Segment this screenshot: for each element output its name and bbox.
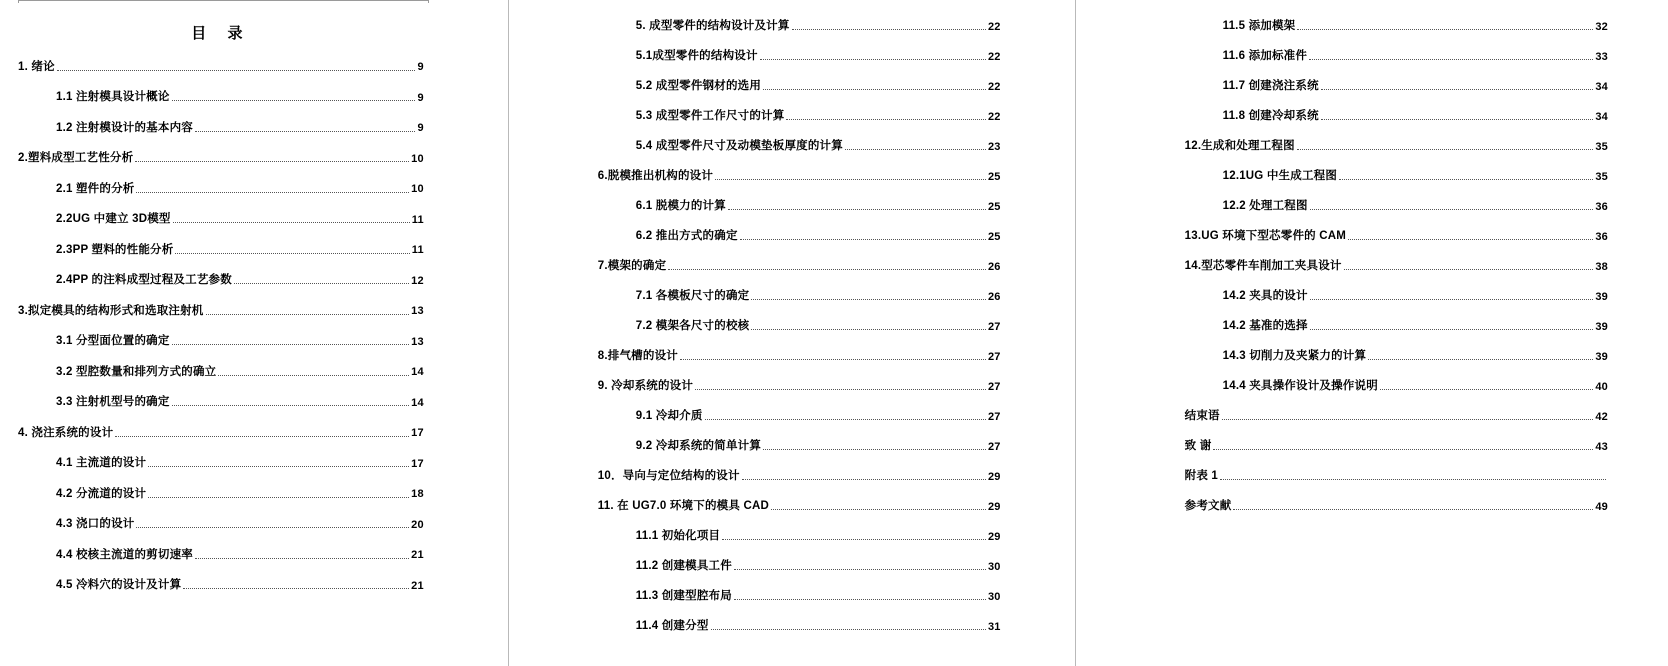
toc-entry[interactable] xyxy=(1185,303,1608,333)
toc-entry-page-number: 31 xyxy=(987,620,1001,633)
toc-entry[interactable] xyxy=(1185,393,1608,423)
toc-entry[interactable] xyxy=(1185,363,1608,393)
page-frame-top xyxy=(18,0,429,3)
toc-leader-dots xyxy=(734,560,986,570)
toc-entry-label: 12.1UG 中生成工程图 xyxy=(1222,170,1338,183)
toc-entry[interactable] xyxy=(598,273,1001,303)
toc-entry[interactable] xyxy=(18,104,424,135)
toc-entry-page-number: 38 xyxy=(1595,260,1608,273)
toc-entry-label: 9.1 冷却介质 xyxy=(635,410,703,423)
toc-entry-page-number: 35 xyxy=(1595,140,1608,153)
page-edge-middle xyxy=(508,0,509,666)
toc-entry-page-number: 27 xyxy=(987,320,1001,333)
toc-entry[interactable] xyxy=(598,513,1001,543)
toc-entry-page-number: 30 xyxy=(987,560,1001,573)
toc-entry-label: 11.1 初始化项目 xyxy=(635,530,721,543)
toc-entry[interactable] xyxy=(18,562,424,593)
toc-entry-page-number: 20 xyxy=(411,518,424,531)
toc-entry-label: 7.2 模架各尺寸的校核 xyxy=(635,320,750,333)
toc-entry-label: 11.8 创建冷却系统 xyxy=(1222,110,1319,123)
toc-entry-label: 12.2 处理工程图 xyxy=(1222,200,1308,213)
toc-entry-page-number: 35 xyxy=(1595,170,1608,183)
page-middle xyxy=(508,0,1061,666)
toc-entry-page-number: 25 xyxy=(987,200,1001,213)
toc-entry-page-number: 22 xyxy=(987,50,1001,63)
toc-entry-label: 2.4PP 的注料成型过程及工艺参数 xyxy=(56,274,232,287)
toc-entry[interactable] xyxy=(1185,273,1608,303)
toc-entry-page-number: 26 xyxy=(987,260,1001,273)
toc-entry-page-number: 9 xyxy=(417,61,424,74)
toc-entry[interactable] xyxy=(598,153,1001,183)
toc-leader-dots xyxy=(1310,290,1594,300)
toc-entry[interactable] xyxy=(18,43,424,74)
toc-entry-label: 11.5 添加模架 xyxy=(1222,20,1296,33)
toc-entry[interactable] xyxy=(18,318,424,349)
toc-entry-page-number: 10 xyxy=(411,152,424,165)
toc-entry-page-number: 21 xyxy=(411,579,424,592)
toc-entry-page-number: 11 xyxy=(411,213,424,226)
toc-entry-page-number: 39 xyxy=(1595,290,1608,303)
toc-entry[interactable] xyxy=(18,257,424,288)
toc-entry[interactable] xyxy=(1185,213,1608,243)
toc-entry-label: 3.3 注射机型号的确定 xyxy=(56,396,170,409)
toc-entry-label: 4.2 分流道的设计 xyxy=(56,487,147,500)
toc-entry-page-number: 14 xyxy=(411,366,424,379)
toc-entry-page-number: 17 xyxy=(411,457,424,470)
toc-list-right xyxy=(1185,3,1608,513)
toc-entry-page-number: 18 xyxy=(411,488,424,501)
toc-entry[interactable] xyxy=(1185,453,1608,483)
toc-entry[interactable] xyxy=(598,393,1001,423)
toc-entry[interactable] xyxy=(18,348,424,379)
toc-leader-dots xyxy=(135,152,409,162)
toc-leader-dots xyxy=(218,366,409,376)
toc-leader-dots xyxy=(1344,260,1594,270)
toc-entry-label: 14.2 夹具的设计 xyxy=(1222,290,1308,303)
page-gap-2 xyxy=(1061,0,1075,666)
toc-entry-page-number: 12 xyxy=(411,274,424,287)
toc-list-middle xyxy=(598,3,1001,633)
toc-entry-label: 5.4 成型零件尺寸及动模垫板厚度的计算 xyxy=(635,140,843,153)
toc-leader-dots xyxy=(1339,170,1593,180)
toc-entry-label: 1.2 注射模设计的基本内容 xyxy=(56,121,193,134)
toc-entry[interactable] xyxy=(598,3,1001,33)
toc-list-left xyxy=(18,43,424,592)
toc-leader-dots xyxy=(1297,140,1594,150)
toc-entry-label: 附表 1 xyxy=(1184,470,1219,483)
toc-entry-page-number: 11 xyxy=(411,244,424,257)
toc-entry-page-number: 9 xyxy=(417,122,424,135)
toc-entry-page-number: 13 xyxy=(411,305,424,318)
toc-entry-label: 9. 冷却系统的设计 xyxy=(597,380,694,393)
toc-entry-label: 5.1成型零件的结构设计 xyxy=(635,50,758,63)
toc-entry-page-number: 17 xyxy=(411,427,424,440)
toc-entry-page-number: 26 xyxy=(987,290,1001,303)
toc-entry-label: 5.3 成型零件工作尺寸的计算 xyxy=(635,110,785,123)
toc-entry-label: 6.1 脱模力的计算 xyxy=(635,200,726,213)
toc-entry-label: 4. 浇注系统的设计 xyxy=(18,426,114,439)
toc-entry[interactable] xyxy=(598,303,1001,333)
toc-entry-label: 4.3 浇口的设计 xyxy=(56,518,135,531)
toc-entry-page-number: 49 xyxy=(1595,500,1608,513)
toc-leader-dots xyxy=(183,579,409,589)
toc-leader-dots xyxy=(845,140,986,150)
toc-entry[interactable] xyxy=(18,135,424,166)
toc-leader-dots xyxy=(148,457,409,467)
toc-leader-dots xyxy=(195,122,415,132)
toc-entry-label: 4.4 校核主流道的剪切速率 xyxy=(56,548,193,561)
toc-entry-label: 14.型芯零件车削加工夹具设计 xyxy=(1184,260,1342,273)
toc-leader-dots xyxy=(1310,200,1594,210)
toc-entry-label: 3.1 分型面位置的确定 xyxy=(56,335,170,348)
toc-entry-label: 11.6 添加标准件 xyxy=(1222,50,1308,63)
toc-entry-page-number: 29 xyxy=(987,530,1001,543)
page-title: 目 录 xyxy=(191,24,251,42)
toc-leader-dots xyxy=(760,50,986,60)
toc-leader-dots xyxy=(722,530,986,540)
toc-leader-dots xyxy=(173,213,410,223)
toc-entry-label: 5. 成型零件的结构设计及计算 xyxy=(635,20,790,33)
toc-leader-dots xyxy=(786,110,986,120)
toc-entry-label: 2.塑料成型工艺性分析 xyxy=(18,152,134,165)
toc-leader-dots xyxy=(751,290,986,300)
toc-leader-dots xyxy=(1310,320,1594,330)
toc-entry-label: 13.UG 环境下型芯零件的 CAM xyxy=(1184,230,1347,243)
toc-entry-label: 12.生成和处理工程图 xyxy=(1184,140,1295,153)
toc-leader-dots xyxy=(1233,500,1593,510)
toc-entry-label: 14.3 切削力及夹紧力的计算 xyxy=(1222,350,1367,363)
toc-entry-page-number: 22 xyxy=(987,80,1001,93)
toc-leader-dots xyxy=(771,500,986,510)
toc-leader-dots xyxy=(1297,20,1593,30)
toc-leader-dots xyxy=(711,620,986,630)
toc-leader-dots xyxy=(668,260,986,270)
toc-entry-page-number: 27 xyxy=(987,380,1001,393)
toc-entry[interactable] xyxy=(18,74,424,105)
toc-entry[interactable] xyxy=(1185,33,1608,63)
toc-leader-dots xyxy=(695,380,986,390)
toc-entry[interactable] xyxy=(598,33,1001,63)
toc-leader-dots xyxy=(175,244,409,254)
toc-leader-dots xyxy=(57,61,416,71)
toc-leader-dots xyxy=(1380,380,1593,390)
toc-entry-label: 1.1 注射模具设计概论 xyxy=(56,91,170,104)
toc-leader-dots xyxy=(172,396,410,406)
toc-entry-page-number: 27 xyxy=(987,440,1001,453)
toc-entry[interactable] xyxy=(598,93,1001,123)
page-gap-1 xyxy=(494,0,508,666)
toc-leader-dots xyxy=(751,320,986,330)
toc-entry-page-number: 42 xyxy=(1595,410,1608,423)
toc-leader-dots xyxy=(763,440,986,450)
toc-entry-page-number: 36 xyxy=(1595,230,1608,243)
toc-entry-label: 2.3PP 塑料的性能分析 xyxy=(56,243,174,256)
toc-leader-dots xyxy=(728,200,986,210)
toc-entry-label: 6.2 推出方式的确定 xyxy=(635,230,738,243)
toc-entry-label: 14.2 基准的选择 xyxy=(1222,320,1308,333)
toc-entry[interactable] xyxy=(18,409,424,440)
toc-entry-page-number: 27 xyxy=(987,410,1001,423)
toc-entry[interactable] xyxy=(598,123,1001,153)
toc-entry-label: 结束语 xyxy=(1184,410,1220,423)
toc-entry[interactable] xyxy=(598,213,1001,243)
toc-entry-label: 2.2UG 中建立 3D模型 xyxy=(56,213,171,226)
toc-leader-dots xyxy=(792,20,986,30)
toc-leader-dots xyxy=(195,549,409,559)
toc-entry-page-number: 34 xyxy=(1595,80,1608,93)
toc-entry-page-number: 23 xyxy=(987,140,1001,153)
toc-entry-page-number: 27 xyxy=(987,350,1001,363)
toc-entry-page-number: 40 xyxy=(1595,380,1608,393)
toc-leader-dots xyxy=(148,488,409,498)
toc-entry-label: 1. 绪论 xyxy=(18,60,55,73)
toc-entry-page-number: 9 xyxy=(417,91,424,104)
toc-entry[interactable] xyxy=(598,483,1001,513)
toc-entry[interactable] xyxy=(1185,153,1608,183)
toc-entry[interactable] xyxy=(598,363,1001,393)
toc-entry[interactable] xyxy=(18,165,424,196)
toc-entry[interactable] xyxy=(598,63,1001,93)
toc-entry-label: 4.1 主流道的设计 xyxy=(56,457,147,470)
toc-leader-dots xyxy=(1220,470,1606,480)
toc-leader-dots xyxy=(1321,110,1594,120)
toc-entry-label: 11.3 创建型腔布局 xyxy=(635,590,732,603)
toc-leader-dots xyxy=(680,350,986,360)
toc-entry-label: 致 谢 xyxy=(1184,440,1212,453)
toc-entry[interactable] xyxy=(598,243,1001,273)
toc-entry-label: 2.1 塑件的分析 xyxy=(56,182,135,195)
toc-leader-dots xyxy=(136,183,409,193)
toc-entry[interactable] xyxy=(1185,333,1608,363)
toc-leader-dots xyxy=(1321,80,1594,90)
toc-entry-page-number: 21 xyxy=(411,549,424,562)
toc-entry[interactable] xyxy=(18,287,424,318)
page-right xyxy=(1075,0,1668,666)
toc-entry-label: 8.排气槽的设计 xyxy=(597,350,678,363)
toc-entry-page-number: 36 xyxy=(1595,200,1608,213)
toc-entry[interactable] xyxy=(1185,123,1608,153)
toc-entry-label: 参考文献 xyxy=(1184,500,1232,513)
toc-entry-page-number: 32 xyxy=(1595,20,1608,33)
toc-entry[interactable] xyxy=(18,501,424,532)
toc-entry[interactable] xyxy=(18,379,424,410)
toc-entry-page-number: 14 xyxy=(411,396,424,409)
toc-entry-page-number: 22 xyxy=(987,20,1001,33)
toc-entry-label: 7.1 各模板尺寸的确定 xyxy=(635,290,750,303)
toc-entry-page-number: 22 xyxy=(987,110,1001,123)
toc-entry[interactable] xyxy=(1185,183,1608,213)
toc-entry-label: 5.2 成型零件钢材的选用 xyxy=(635,80,762,93)
toc-entry[interactable] xyxy=(598,183,1001,213)
toc-entry[interactable] xyxy=(598,423,1001,453)
toc-leader-dots xyxy=(172,335,410,345)
toc-leader-dots xyxy=(234,274,409,284)
toc-entry-label: 11.2 创建模具工件 xyxy=(635,560,732,573)
toc-leader-dots xyxy=(1213,440,1593,450)
toc-entry-page-number: 34 xyxy=(1595,110,1608,123)
toc-entry[interactable] xyxy=(1185,243,1608,273)
toc-entry-label: 9.2 冷却系统的简单计算 xyxy=(635,440,762,453)
toc-entry-page-number: 29 xyxy=(987,500,1001,513)
toc-entry[interactable] xyxy=(1185,93,1608,123)
toc-entry-page-number: 29 xyxy=(987,470,1001,483)
toc-entry-page-number: 25 xyxy=(987,230,1001,243)
toc-entry[interactable] xyxy=(18,226,424,257)
toc-entry[interactable] xyxy=(598,453,1001,483)
toc-entry-page-number: 25 xyxy=(987,170,1001,183)
toc-entry-label: 6.脱模推出机构的设计 xyxy=(597,170,714,183)
toc-entry-label: 7.模架的确定 xyxy=(597,260,667,273)
toc-entry-page-number: 43 xyxy=(1595,440,1608,453)
toc-entry-page-number: 13 xyxy=(411,335,424,348)
toc-entry[interactable] xyxy=(598,333,1001,363)
toc-leader-dots xyxy=(1348,230,1593,240)
toc-entry-label: 14.4 夹具操作设计及操作说明 xyxy=(1222,380,1378,393)
toc-entry-label: 11.4 创建分型 xyxy=(635,620,709,633)
toc-leader-dots xyxy=(206,305,410,315)
toc-entry-page-number: 39 xyxy=(1595,350,1608,363)
toc-leader-dots xyxy=(136,518,409,528)
toc-entry[interactable] xyxy=(598,543,1001,573)
toc-entry[interactable] xyxy=(18,470,424,501)
toc-entry[interactable] xyxy=(598,573,1001,603)
toc-entry[interactable] xyxy=(18,440,424,471)
toc-entry[interactable] xyxy=(1185,3,1608,33)
page-left xyxy=(0,0,494,666)
toc-entry-label: 10．导向与定位结构的设计 xyxy=(597,470,740,483)
toc-entry[interactable] xyxy=(1185,63,1608,93)
toc-leader-dots xyxy=(1222,410,1594,420)
toc-entry[interactable] xyxy=(1185,483,1608,513)
toc-entry-page-number: 39 xyxy=(1595,320,1608,333)
toc-entry-label: 3.2 型腔数量和排列方式的确立 xyxy=(56,365,217,378)
toc-entry-label: 11. 在 UG7.0 环境下的模具 CAD xyxy=(597,500,769,513)
toc-leader-dots xyxy=(734,590,986,600)
toc-entry-label: 4.5 冷料穴的设计及计算 xyxy=(56,579,182,592)
toc-leader-dots xyxy=(1368,350,1593,360)
toc-entry-label: 3.拟定模具的结构形式和选取注射机 xyxy=(18,304,204,317)
toc-entry[interactable] xyxy=(1185,423,1608,453)
toc-entry-page-number: 10 xyxy=(411,183,424,196)
toc-leader-dots xyxy=(705,410,986,420)
toc-entry[interactable] xyxy=(18,196,424,227)
toc-entry-page-number: 33 xyxy=(1595,50,1608,63)
toc-leader-dots xyxy=(715,170,986,180)
toc-leader-dots xyxy=(172,91,416,101)
toc-leader-dots xyxy=(1309,50,1593,60)
toc-leader-dots xyxy=(115,427,409,437)
toc-entry[interactable] xyxy=(18,531,424,562)
toc-entry-page-number: 30 xyxy=(987,590,1001,603)
toc-leader-dots xyxy=(742,470,986,480)
toc-leader-dots xyxy=(763,80,986,90)
page-edge-right xyxy=(1075,0,1076,666)
toc-leader-dots xyxy=(740,230,986,240)
toc-entry[interactable] xyxy=(598,603,1001,633)
toc-entry-label: 11.7 创建浇注系统 xyxy=(1222,80,1319,93)
